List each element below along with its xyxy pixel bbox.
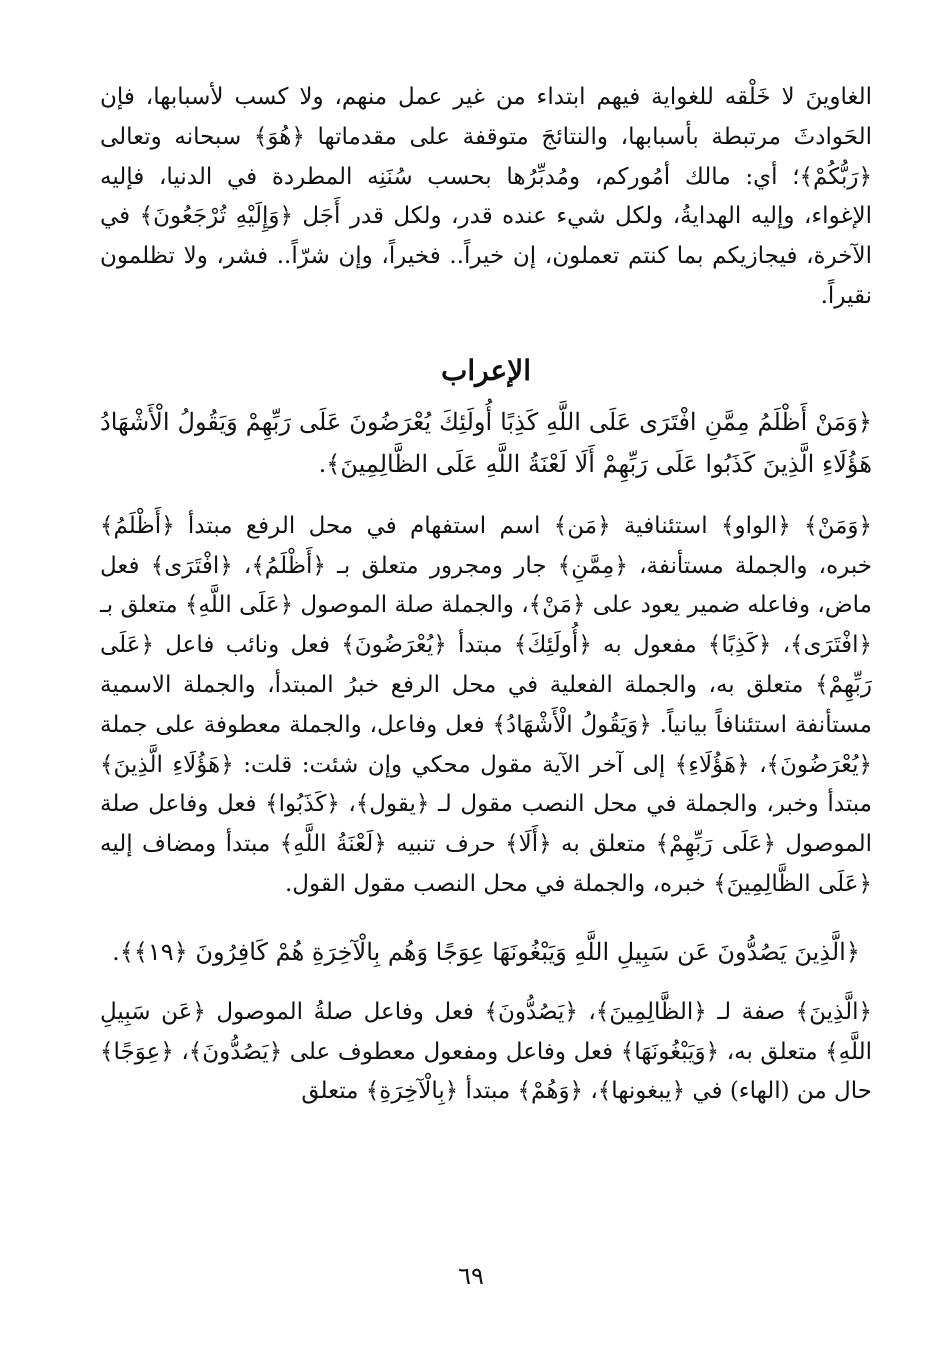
analysis-paragraph-1: ﴿وَمَنْ﴾ ﴿الواو﴾ استئنافية ﴿مَن﴾ اسم استفهام في محل الرفع مبتدأ ﴿أَظْلَمُ﴾ خبره، والجملة مستأنفة، ﴿مِمَّنِ﴾ جار ومجرور متعلق بـ ﴿أَظْلَمُ﴾، ﴿افْتَرَى﴾ فعل ماض، وفاعله ضمير يعود على ﴿مَنْ﴾، والجملة صلة الموصول ﴿عَلَى اللَّهِ﴾ متعلق بـ ﴿افْتَرَى﴾، ﴿كَذِبًا﴾ مفعول به ﴿أُولَئِكَ﴾ مبتدأ ﴿يُعْرَضُونَ﴾ فعل ونائب فاعل ﴿عَلَى رَبِّهِمْ﴾ متعلق به، والجملة الفعلية في محل الرفع خبرُ المبتدأ، والجملة الاسمية مستأنفة استئنافاً بيانياً. ﴿وَيَقُولُ الْأَشْهَادُ﴾ فعل وفاعل، والجملة معطوفة على جملة ﴿يُعْرَضُونَ﴾، ﴿هَؤُلَاءِ﴾ إلى آخر الآية مقول محكي وإن شئت: قلت: ﴿هَؤُلَاءِ الَّذِينَ﴾ مبتدأ وخبر، والجملة في محل النصب مقول لـ ﴿يقول﴾، ﴿كَذَبُوا﴾ فعل وفاعل صلة الموصول ﴿عَلَى رَبِّهِمْ﴾ متعلق به ﴿أَلَا﴾ حرف تنبيه ﴿لَعْنَةُ اللَّهِ﴾ مبتدأ ومضاف إليه ﴿عَلَى الظَّالِمِينَ﴾ خبره، والجملة في محل النصب مقول القول.: [100, 512, 872, 897]
spacer: [100, 485, 872, 507]
spacer: [100, 905, 872, 931]
quran-verse-1: ﴿وَمَنْ أَظْلَمُ مِمَّنِ افْتَرَى عَلَى اللَّهِ كَذِبًا أُولَئِكَ يُعْرَضُونَ عَلَى رَبِّهِمْ وَيَقُولُ الْأَشْهَادُ هَؤُلَاءِ الَّذِينَ كَذَبُوا عَلَى رَبِّهِمْ أَلَا لَعْنَةُ اللَّهِ عَلَى الظَّالِمِينَ﴾.: [100, 407, 872, 478]
quran-verse-2: ﴿الَّذِينَ يَصُدُّونَ عَن سَبِيلِ اللَّهِ وَيَبْغُونَهَا عِوَجًا وَهُم بِالْآخِرَةِ هُمْ كَافِرُونَ ﴿١٩﴾﴾.: [112, 937, 860, 966]
page-number: ٦٩: [458, 1262, 484, 1290]
spacer: [100, 317, 872, 351]
page-body: [100, 78, 872, 1112]
spacer: [100, 391, 872, 401]
section-heading: الإعراب: [440, 353, 532, 387]
analysis-paragraph-2: ﴿الَّذِينَ﴾ صفة لـ ﴿الظَّالِمِينَ﴾، ﴿يَصُدُّونَ﴾ فعل وفاعل صلةُ الموصول ﴿عَن سَبِيلِ اللَّهِ﴾ متعلق به، ﴿وَيَبْغُونَهَا﴾ فعل وفاعل ومفعول معطوف على ﴿يَصُدُّونَ﴾، ﴿عِوَجًا﴾ حال من (الهاء) في ﴿يبغونها﴾، ﴿وَهُمْ﴾ مبتدأ ﴿بِالْآخِرَةِ﴾ متعلق: [100, 998, 872, 1105]
intro-paragraph: الغاوينَ لا خَلْقه للغواية فيهم ابتداء من غير عمل منهم، ولا كسب لأسبابها، فإن الحَوادثَ مرتبطة بأسبابها، والنتائجَ متوقفة على مقدماتها ﴿هُوَ﴾ سبحانه وتعالى ﴿رَبُّكُمْ﴾؛ أي: مالك أمُوركم، ومُدبِّرُها بحسب سُنَنِه المطردة في الدنيا، فإليه الإغواء، وإليه الهدايةُ، ولكل شيء عنده قدر، ولكل قدر أَجَل ﴿وَإِلَيْهِ تُرْجَعُونَ﴾ في الآخرة، فيجازيكم بما كنتم تعملون، إن خيراً.. فخيراً، وإن شرّاً.. فشر، ولا تظلمون نقيراً.: [100, 84, 872, 309]
spacer: [100, 973, 872, 993]
